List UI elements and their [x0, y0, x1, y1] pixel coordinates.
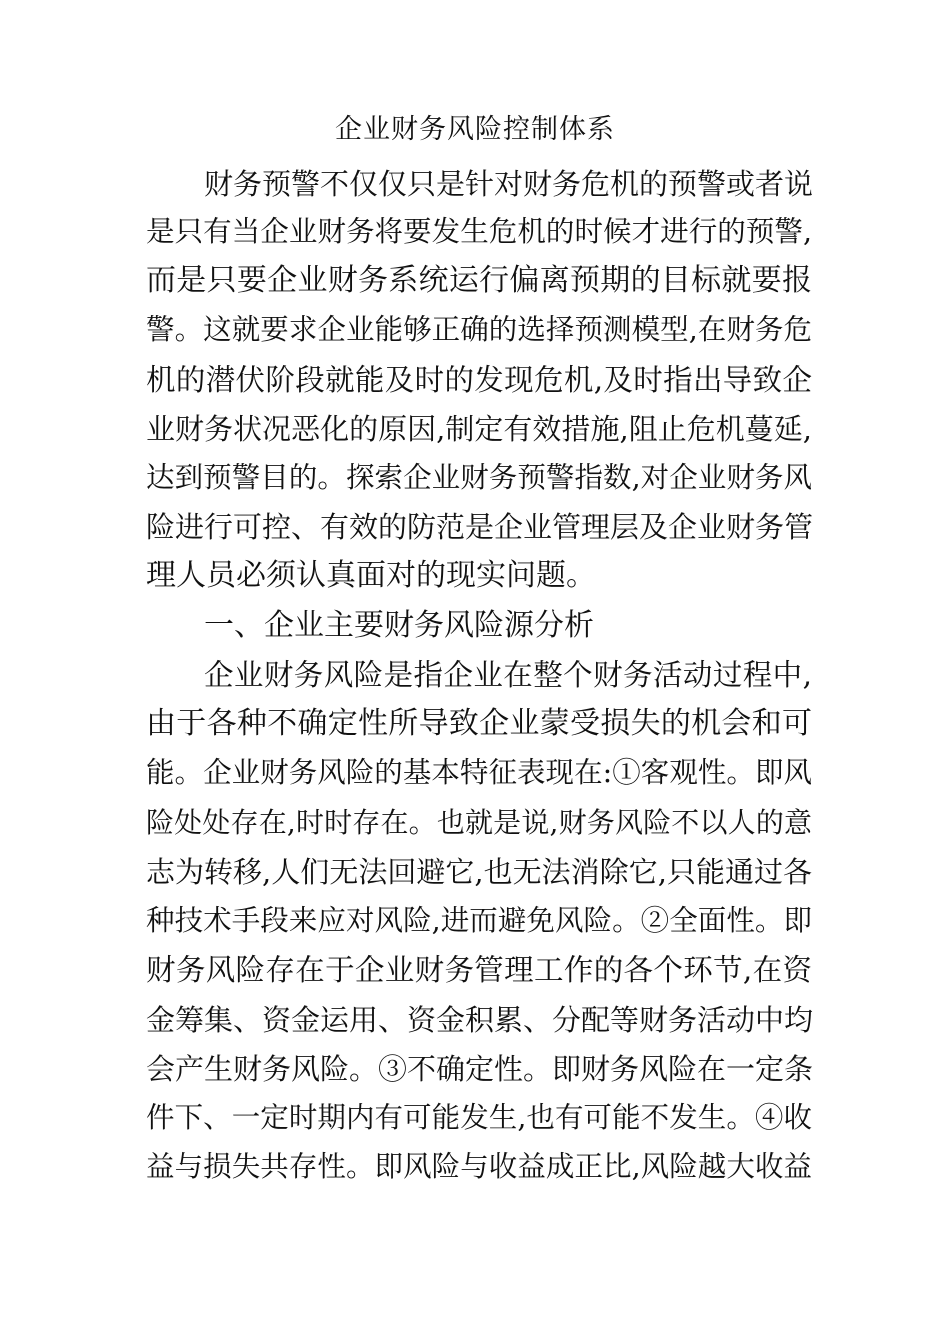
paragraph-line: 件下、一定时期内有可能发生,也有可能不发生。④收 — [146, 1101, 812, 1134]
paragraph-line: 能。企业财务风险的基本特征表现在:①客观性。即风 — [146, 756, 812, 789]
paragraph-line: 财务预警不仅仅只是针对财务危机的预警或者说 — [204, 167, 814, 201]
paragraph-line: 种技术手段来应对风险,进而避免风险。②全面性。即 — [146, 904, 812, 937]
paragraph-line: 而是只要企业财务系统运行偏离预期的目标就要报 — [146, 263, 812, 298]
section-heading: 一、企业主要财务风险源分析 — [204, 608, 594, 643]
paragraph-line: 理人员必须认真面对的现实问题。 — [146, 558, 596, 593]
paragraph-line: 警。这就要求企业能够正确的选择预测模型,在财务危 — [146, 313, 812, 346]
paragraph-line: 是只有当企业财务将要发生危机的时候才进行的预警, — [146, 215, 812, 248]
paragraph-line: 金筹集、资金运用、资金积累、分配等财务活动中均 — [146, 1003, 814, 1037]
paragraph-line: 志为转移,人们无法回避它,也无法消除它,只能通过各 — [146, 855, 812, 889]
paragraph-line: 企业财务风险是指企业在整个财务活动过程中, — [204, 658, 812, 692]
paragraph-line: 机的潜伏阶段就能及时的发现危机,及时指出导致企 — [146, 363, 812, 397]
paragraph-line: 由于各种不确定性所导致企业蒙受损失的机会和可 — [146, 706, 812, 741]
paragraph-line: 业财务状况恶化的原因,制定有效措施,阻止危机蔓延, — [146, 412, 812, 446]
paragraph-line: 险进行可控、有效的防范是企业管理层及企业财务管 — [146, 510, 814, 544]
paragraph-line: 益与损失共存性。即风险与收益成正比,风险越大收益 — [146, 1150, 812, 1183]
document-title: 企业财务风险控制体系 — [335, 114, 615, 145]
paragraph-line: 财务风险存在于企业财务管理工作的各个环节,在资 — [146, 953, 812, 987]
paragraph-line: 达到预警目的。探索企业财务预警指数,对企业财务风 — [146, 461, 812, 494]
paragraph-line: 会产生财务风险。③不确定性。即财务风险在一定条 — [146, 1052, 814, 1086]
paragraph-line: 险处处存在,时时存在。也就是说,财务风险不以人的意 — [146, 806, 812, 839]
